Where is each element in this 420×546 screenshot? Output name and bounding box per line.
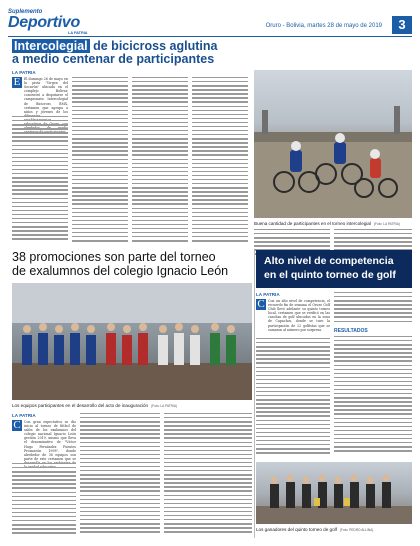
story3-dropcap: C <box>257 298 265 310</box>
story3-byline: LA PATRIA <box>256 292 280 297</box>
section-prefix: Suplemento <box>8 9 43 15</box>
story2-headline <box>12 250 252 278</box>
story2-caption <box>12 403 252 408</box>
story1-lead: El domingo 26 de mayo en la pista "Virgen del Socavón" ubicada en el complejo Bolivar, concentró a disputarse el campeonato Intercolegial de Bicicross BMX, certamen que agrupa a niños y jóvenes de los <box>24 77 68 114</box>
story2-col2-text <box>80 413 160 539</box>
story3-col1-text <box>256 338 330 458</box>
story3-headline-line2: en el quinto torneo de golf <box>264 269 396 281</box>
dateline: Oruro - Bolivia, martes 28 de mayo de 2019 <box>265 23 382 29</box>
story3-col2-results <box>334 336 412 458</box>
story2-headline-line1: 38 promociones son parte del torneo <box>12 250 216 264</box>
story1-headline-line2: a medio centenar de participantes <box>12 52 215 66</box>
story1-col3-text <box>132 77 188 246</box>
story1-dropcap: E <box>13 76 21 88</box>
story3-col2-text <box>334 292 412 324</box>
story1-headline-rest: de bicicross aglutina <box>93 39 218 53</box>
column-divider <box>254 250 255 538</box>
section-header <box>8 9 412 35</box>
story2-col1-text <box>12 463 76 539</box>
bicycle-riders-image <box>254 70 412 218</box>
brand-name: LA PATRIA <box>68 31 88 35</box>
team-lineup-image <box>12 283 252 400</box>
header-rule <box>8 36 412 37</box>
golf-winners-image <box>256 462 412 524</box>
story1-byline: LA PATRIA <box>12 70 36 75</box>
section-title: Deportivo <box>8 14 80 31</box>
story2-col3-text <box>164 413 252 539</box>
story2-caption-text: Los equipos participantes en el desarrollo del acto de inauguración <box>12 403 149 408</box>
story2-lead: Con gran expectativa se dio inicio al torneo de fútbol de salón de los exalumnos del colegio nacional Ignacio León gestión 2019, mismo que lleva el denominativo de "Víctor Hugo Fernández Fuentes Promoción 1998", donde alrededor de 38 equipos son parte de este certamen que se <box>24 420 76 461</box>
story3-headline-line1: Alto nivel de competencia <box>264 255 394 267</box>
story2-headline-line2: de exalumnos del colegio Ignacio León <box>12 264 229 278</box>
story3-photo <box>256 462 412 524</box>
story1-col2-text <box>72 77 128 246</box>
story3-caption <box>256 527 412 532</box>
story3-caption-text: Los ganadores del quinto torneo de golf <box>256 527 337 532</box>
story3-results-heading: RESULTADOS <box>334 328 368 334</box>
story1-kicker: Intercolegial <box>14 39 88 53</box>
story2-caption-credit: (Foto: LA PATRIA) <box>151 404 178 408</box>
story1-col4-text <box>192 77 248 246</box>
story1-headline <box>12 40 412 66</box>
story1-photo <box>254 70 412 218</box>
story1-caption-text: Buena cantidad de participantes en el torneo intercolegial <box>254 221 371 226</box>
story1-col1-text <box>12 116 68 246</box>
story3-lead: Con un alto nivel de competencia, el recuerdo fin de semana el Oruro Golf Club llevó adelante su quinto torneo local, certamen que se verificó en las canchas de golf ubicadas en la zona de Capachos, donde se tuvo la participación de 22 golfistas que se sumaron al número por sorpresa. <box>268 299 330 332</box>
story2-dropcap: C <box>13 419 21 431</box>
story3-headline-box <box>256 250 412 288</box>
story2-byline: LA PATRIA <box>12 413 36 418</box>
story1-caption <box>254 221 412 226</box>
story2-photo <box>12 283 252 400</box>
story1-caption-credit: (Foto: LA PATRIA) <box>373 222 400 226</box>
story3-caption-credit: (Foto: PEDRO ALLINA) <box>339 528 374 532</box>
page-number: 3 <box>392 16 412 34</box>
